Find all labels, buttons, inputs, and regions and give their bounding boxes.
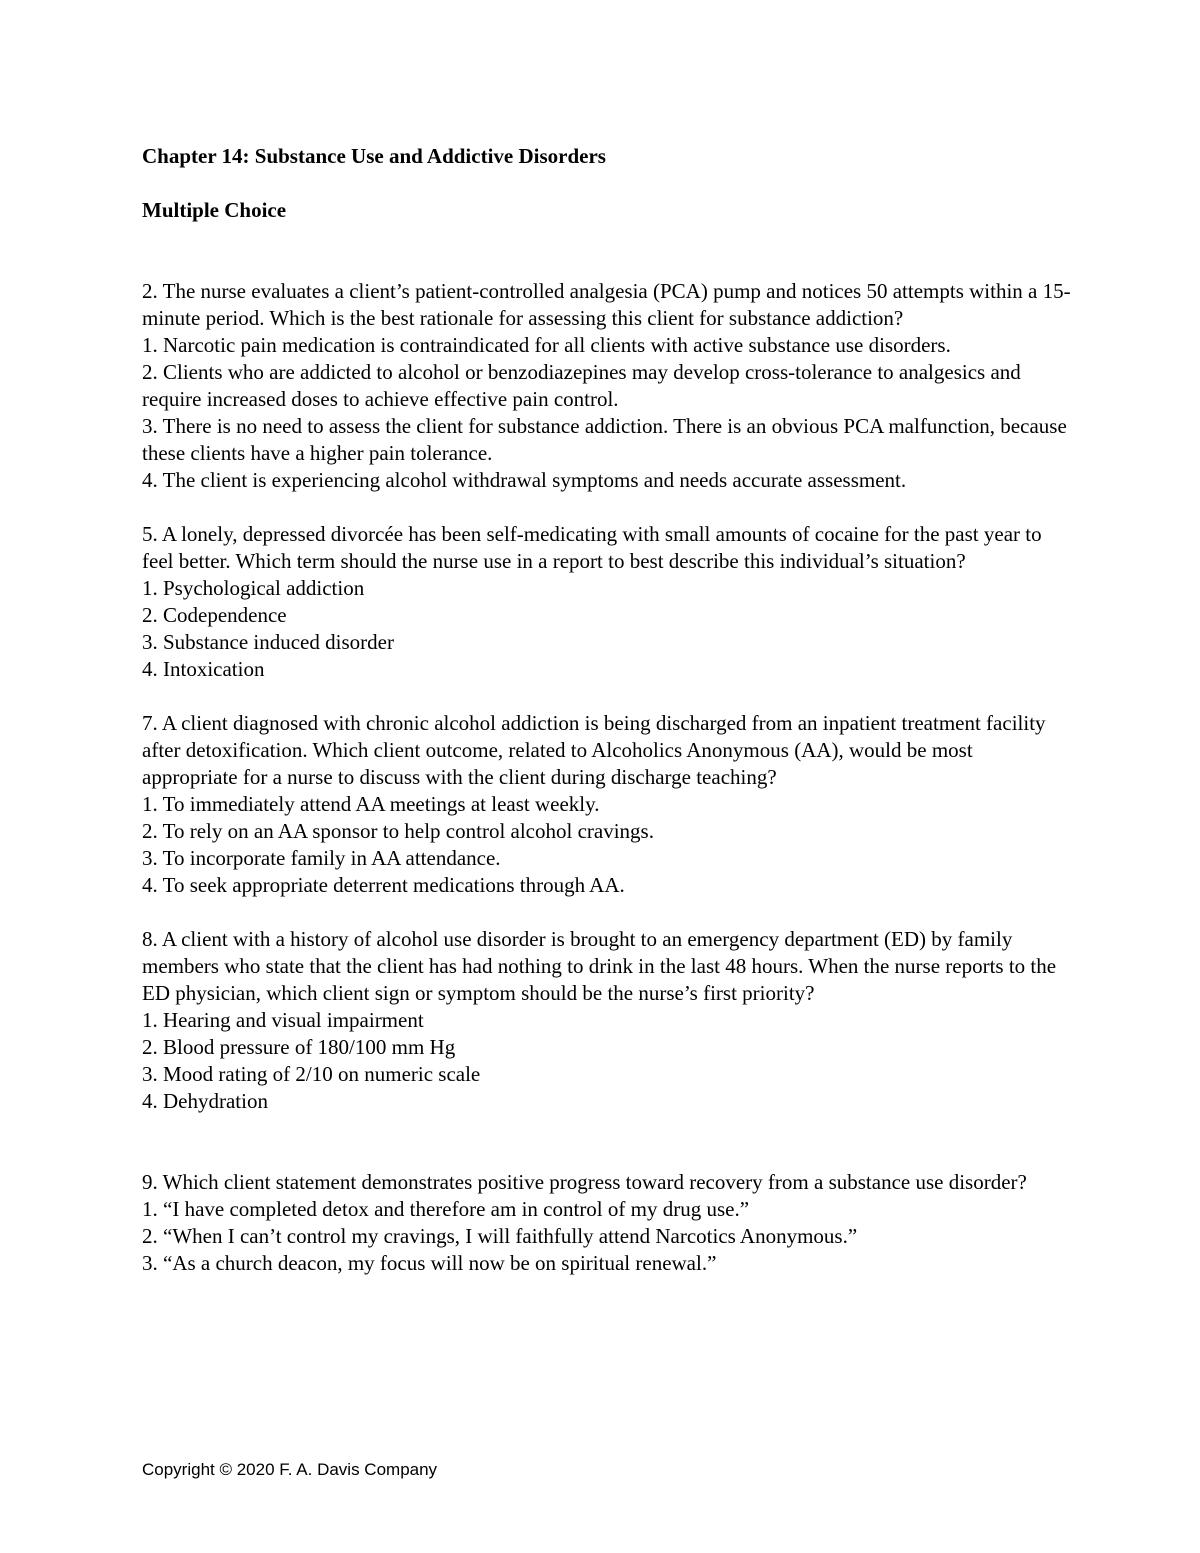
question-8	[142, 926, 1072, 1115]
answer-option: 2. Clients who are addicted to alcohol or benzodiazepines may develop cross-tolerance to analgesics and require increased doses to achieve effective pain control.	[142, 360, 1021, 411]
answer-option: 1. Hearing and visual impairment	[142, 1008, 424, 1032]
answer-option: 4. Intoxication	[142, 657, 265, 681]
copyright-footer: Copyright © 2020 F. A. Davis Company	[142, 1460, 438, 1479]
document-page	[142, 143, 1072, 1277]
answer-option: 1. To immediately attend AA meetings at least weekly.	[142, 792, 600, 816]
chapter-title: Chapter 14: Substance Use and Addictive Disorders	[142, 144, 606, 168]
answer-option: 3. “As a church deacon, my focus will now be on spiritual renewal.”	[142, 1251, 717, 1275]
answer-option: 1. Narcotic pain medication is contraindicated for all clients with active substance use disorders.	[142, 333, 951, 357]
answer-option: 4. To seek appropriate deterrent medications through AA.	[142, 873, 625, 897]
answer-option: 3. Substance induced disorder	[142, 630, 394, 654]
answer-option: 2. To rely on an AA sponsor to help control alcohol cravings.	[142, 819, 654, 843]
answer-option: 3. Mood rating of 2/10 on numeric scale	[142, 1062, 481, 1086]
answer-option: 4. The client is experiencing alcohol withdrawal symptoms and needs accurate assessment.	[142, 468, 907, 492]
question-stem: 7. A client diagnosed with chronic alcohol addiction is being discharged from an inpatient treatment facility after detoxification. Which client outcome, related to Alcoholics Anonymous (AA), would be most appropriate for a nurse to discuss with the client during discharge teaching?	[142, 711, 1046, 789]
answer-option: 3. To incorporate family in AA attendance.	[142, 846, 501, 870]
question-9	[142, 1169, 1072, 1277]
answer-option: 1. “I have completed detox and therefore am in control of my drug use.”	[142, 1197, 750, 1221]
section-title: Multiple Choice	[142, 198, 287, 222]
answer-option: 4. Dehydration	[142, 1089, 268, 1113]
answer-option: 3. There is no need to assess the client for substance addiction. There is an obvious PCA malfunction, because these clients have a higher pain tolerance.	[142, 414, 1067, 465]
answer-option: 1. Psychological addiction	[142, 576, 365, 600]
answer-option: 2. Codependence	[142, 603, 287, 627]
answer-option: 2. Blood pressure of 180/100 mm Hg	[142, 1035, 456, 1059]
question-7	[142, 710, 1072, 899]
question-5	[142, 521, 1072, 683]
question-stem: 9. Which client statement demonstrates positive progress toward recovery from a substance use disorder?	[142, 1170, 1027, 1194]
question-2	[142, 278, 1072, 494]
answer-option: 2. “When I can’t control my cravings, I will faithfully attend Narcotics Anonymous.”	[142, 1224, 858, 1248]
question-stem: 2. The nurse evaluates a client’s patient-controlled analgesia (PCA) pump and notices 50 attempts within a 15-minute period. Which is the best rationale for assessing this client for substance addiction?	[142, 279, 1071, 330]
question-stem: 8. A client with a history of alcohol use disorder is brought to an emergency department (ED) by family members who state that the client has had nothing to drink in the last 48 hours. When the nurse reports to the ED physician, which client sign or symptom should be the nurse’s first priority?	[142, 927, 1057, 1005]
question-stem: 5. A lonely, depressed divorcée has been self-medicating with small amounts of cocaine for the past year to feel better. Which term should the nurse use in a report to best describe this individual’s situation?	[142, 522, 1042, 573]
